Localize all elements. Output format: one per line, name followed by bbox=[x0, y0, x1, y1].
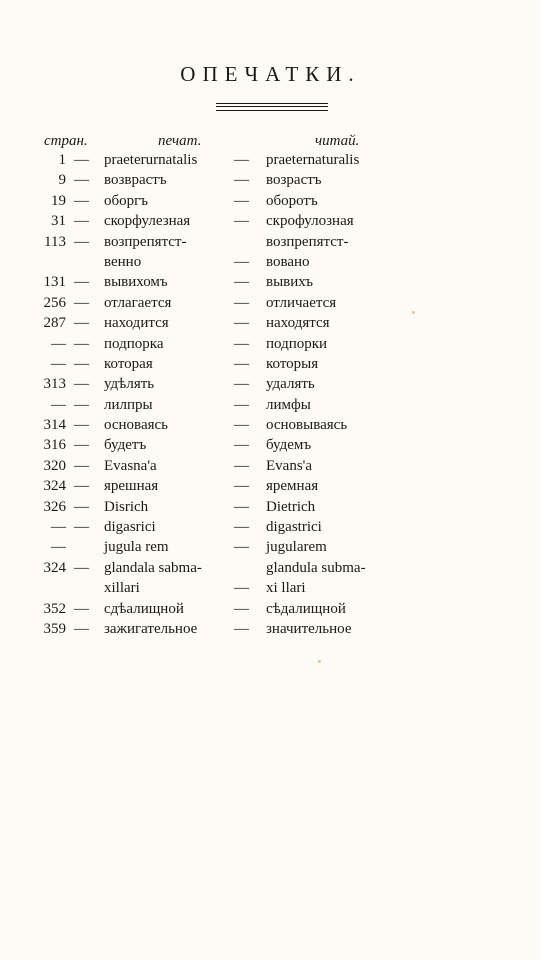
table-row bbox=[0, 213, 541, 233]
header-page: стран. bbox=[44, 133, 88, 149]
row-dash: — bbox=[234, 172, 249, 189]
table-row bbox=[0, 417, 541, 437]
table-row bbox=[0, 437, 541, 457]
table-row bbox=[0, 356, 541, 376]
row-correct-text: возпрепятст- bbox=[266, 233, 349, 250]
row-dash: — bbox=[74, 396, 89, 413]
row-page-number: 113 bbox=[44, 233, 66, 250]
table-row bbox=[0, 621, 541, 641]
row-dash: — bbox=[234, 315, 249, 332]
row-correct-text: будемъ bbox=[266, 437, 312, 454]
row-dash: — bbox=[74, 376, 89, 393]
row-page-number: — bbox=[51, 335, 66, 352]
table-row bbox=[0, 172, 541, 192]
row-dash: — bbox=[234, 457, 249, 474]
row-correct-text: которыя bbox=[266, 355, 319, 372]
row-correct-text: удалять bbox=[266, 376, 315, 393]
table-row bbox=[0, 234, 541, 254]
table-row bbox=[0, 478, 541, 498]
row-correct-text: Dietrich bbox=[266, 498, 316, 515]
row-printed-text: будетъ bbox=[104, 437, 147, 454]
row-dash: — bbox=[74, 559, 89, 576]
row-page-number: 324 bbox=[43, 559, 66, 576]
table-row bbox=[0, 458, 541, 478]
row-dash: — bbox=[74, 620, 89, 637]
row-correct-text: значительное bbox=[266, 620, 352, 637]
row-correct-text: подпорки bbox=[266, 335, 328, 352]
row-dash: — bbox=[74, 417, 89, 434]
row-page-number: 256 bbox=[43, 294, 66, 311]
row-page-number: 313 bbox=[43, 376, 66, 393]
table-row bbox=[0, 274, 541, 294]
row-dash: — bbox=[234, 213, 249, 230]
row-dash: — bbox=[234, 620, 249, 637]
paper-stain bbox=[318, 660, 321, 663]
row-correct-text: лимфы bbox=[266, 396, 311, 413]
row-dash: — bbox=[74, 519, 89, 536]
row-page-number: 131 bbox=[43, 274, 66, 291]
table-row bbox=[0, 397, 541, 417]
row-page-number: 320 bbox=[43, 457, 66, 474]
page-title: ОПЕЧАТКИ. bbox=[180, 62, 361, 86]
row-printed-text: скорфулезная bbox=[104, 213, 191, 230]
row-page-number: 359 bbox=[43, 620, 66, 637]
row-printed-text: отлагается bbox=[104, 294, 172, 311]
row-printed-text: удѣлять bbox=[104, 376, 155, 393]
row-page-number: 324 bbox=[43, 478, 66, 495]
row-printed-text: лилпры bbox=[104, 396, 153, 413]
row-dash: — bbox=[74, 437, 89, 454]
row-correct-text: скрофулозная bbox=[266, 213, 354, 230]
row-dash: — bbox=[234, 152, 249, 168]
row-correct-text: xi llari bbox=[266, 580, 306, 597]
row-dash: — bbox=[234, 539, 249, 556]
table-row bbox=[0, 254, 541, 274]
row-page-number: 326 bbox=[43, 498, 66, 515]
table-row bbox=[0, 539, 541, 559]
row-page-number: 1 bbox=[58, 152, 66, 168]
table-row bbox=[0, 519, 541, 539]
row-printed-text: glandala sabma- bbox=[104, 559, 202, 576]
table-row bbox=[0, 601, 541, 621]
table-row bbox=[0, 315, 541, 335]
row-page-number: 314 bbox=[43, 417, 66, 434]
row-dash: — bbox=[74, 294, 89, 311]
row-dash: — bbox=[74, 274, 89, 291]
row-correct-text: jugularem bbox=[266, 539, 327, 556]
row-printed-text: jugula rem bbox=[104, 539, 169, 556]
row-dash: — bbox=[234, 437, 249, 454]
row-page-number: 316 bbox=[43, 437, 66, 454]
row-correct-text: яремная bbox=[266, 478, 319, 495]
row-dash: — bbox=[234, 478, 249, 495]
table-row bbox=[0, 376, 541, 396]
row-dash: — bbox=[74, 152, 89, 168]
row-dash: — bbox=[234, 355, 249, 372]
row-correct-text: Evans'a bbox=[266, 457, 313, 474]
row-printed-text: Disrich bbox=[104, 498, 149, 515]
row-dash: — bbox=[234, 376, 249, 393]
row-dash: — bbox=[74, 192, 89, 209]
row-dash: — bbox=[74, 233, 89, 250]
header-printed: печат. bbox=[158, 133, 202, 149]
row-page-number: 352 bbox=[43, 600, 66, 617]
row-page-number: — bbox=[51, 519, 66, 536]
row-dash: — bbox=[234, 294, 249, 311]
row-dash: — bbox=[74, 457, 89, 474]
row-correct-text: сѣдалищной bbox=[266, 600, 346, 617]
row-dash: — bbox=[234, 498, 249, 515]
table-row bbox=[0, 193, 541, 213]
row-correct-text: praeternaturalis bbox=[266, 152, 360, 168]
paper-stain bbox=[412, 311, 415, 314]
row-correct-text: основываясь bbox=[266, 417, 348, 434]
row-dash: — bbox=[74, 315, 89, 332]
row-printed-text: возпрепятст- bbox=[104, 233, 187, 250]
row-printed-text: венно bbox=[104, 253, 142, 270]
row-page-number: 9 bbox=[58, 172, 66, 189]
row-page-number: 287 bbox=[43, 315, 66, 332]
row-correct-text: вывихъ bbox=[266, 274, 313, 291]
row-printed-text: xillari bbox=[104, 580, 140, 597]
row-dash: — bbox=[234, 519, 249, 536]
row-page-number: 31 bbox=[51, 213, 66, 230]
row-correct-text: оборотъ bbox=[266, 192, 318, 209]
errata-table bbox=[0, 152, 541, 641]
row-page-number: — bbox=[51, 355, 66, 372]
row-correct-text: отличается bbox=[266, 294, 337, 311]
row-dash: — bbox=[234, 417, 249, 434]
table-row bbox=[0, 580, 541, 600]
row-correct-text: находятся bbox=[266, 315, 330, 332]
table-row bbox=[0, 560, 541, 580]
table-row bbox=[0, 336, 541, 356]
row-dash: — bbox=[234, 335, 249, 352]
row-page-number: — bbox=[51, 396, 66, 413]
row-correct-text: glandula subma- bbox=[266, 559, 366, 576]
row-correct-text: возрастъ bbox=[266, 172, 322, 189]
title-rule bbox=[216, 103, 328, 111]
row-printed-text: вывихомъ bbox=[104, 274, 168, 291]
row-dash: — bbox=[74, 498, 89, 515]
row-printed-text: подпорка bbox=[104, 335, 164, 352]
row-dash: — bbox=[74, 355, 89, 372]
row-printed-text: оборгъ bbox=[104, 192, 149, 209]
row-printed-text: praeterurnatalis bbox=[104, 152, 198, 168]
row-printed-text: сдѣалищной bbox=[104, 600, 184, 617]
row-dash: — bbox=[234, 580, 249, 597]
row-dash: — bbox=[74, 600, 89, 617]
row-printed-text: зажигательное bbox=[104, 620, 198, 637]
row-printed-text: возврастъ bbox=[104, 172, 167, 189]
row-dash: — bbox=[74, 335, 89, 352]
row-dash: — bbox=[74, 478, 89, 495]
row-dash: — bbox=[234, 274, 249, 291]
row-page-number: 19 bbox=[51, 192, 66, 209]
row-correct-text: вовано bbox=[266, 253, 310, 270]
header-read: читай. bbox=[315, 133, 360, 149]
table-row bbox=[0, 499, 541, 519]
row-printed-text: ярешная bbox=[104, 478, 159, 495]
row-printed-text: которая bbox=[104, 355, 153, 372]
row-printed-text: находится bbox=[104, 315, 169, 332]
row-dash: — bbox=[234, 192, 249, 209]
row-printed-text: digasrici bbox=[104, 519, 156, 536]
row-page-number: — bbox=[51, 539, 66, 556]
row-dash: — bbox=[74, 213, 89, 230]
row-dash: — bbox=[234, 600, 249, 617]
row-correct-text: digastrici bbox=[266, 519, 322, 536]
row-dash: — bbox=[74, 172, 89, 189]
row-printed-text: Evasna'a bbox=[104, 457, 157, 474]
table-row bbox=[0, 295, 541, 315]
row-printed-text: основаясь bbox=[104, 417, 168, 434]
row-dash: — bbox=[234, 253, 249, 270]
table-row bbox=[0, 152, 541, 172]
row-dash: — bbox=[234, 396, 249, 413]
